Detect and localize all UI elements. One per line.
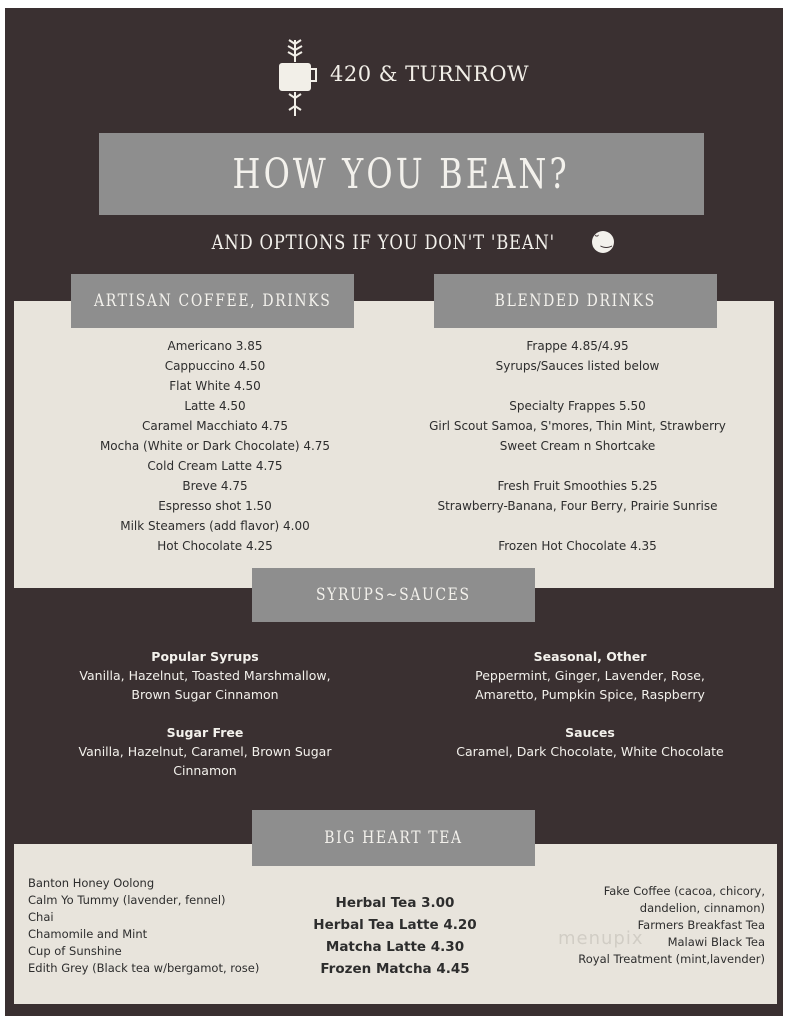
seasonal-syrups-line: Peppermint, Ginger, Lavender, Rose, — [475, 668, 705, 683]
menu-item: Mocha (White or Dark Chocolate) 4.75 — [99, 439, 331, 453]
popular-syrups-heading: Popular Syrups — [151, 649, 259, 664]
tea-item: dandelion, cinnamon) — [639, 901, 765, 915]
tea-price-item: Herbal Tea Latte 4.20 — [313, 917, 477, 933]
tea-item: Chai — [28, 910, 54, 924]
tea-item: Farmers Breakfast Tea — [637, 918, 765, 932]
menu-item: Milk Steamers (add flavor) 4.00 — [120, 519, 310, 533]
blended-list — [410, 336, 745, 556]
tea-item: Calm Yo Tummy (lavender, fennel) — [28, 893, 226, 907]
popular-syrups-line: Vanilla, Hazelnut, Toasted Marshmallow, — [79, 668, 331, 683]
tea-list-right — [550, 883, 765, 968]
seasonal-syrups — [415, 647, 765, 704]
tea-section-label — [252, 810, 535, 866]
tea-prices — [295, 892, 495, 980]
syrups-section-title: SYRUPS~SAUCES — [316, 585, 471, 605]
menu-item: Americano 3.85 — [167, 339, 263, 353]
coffee-cup-plant-icon — [275, 36, 327, 128]
tea-item: Fake Coffee (cacoa, chicory, — [603, 884, 765, 898]
menu-item: Frappe 4.85/4.95 — [526, 339, 629, 353]
seasonal-syrups-heading: Seasonal, Other — [533, 649, 647, 664]
menu-item: Espresso shot 1.50 — [158, 499, 272, 513]
sugar-free-syrups — [35, 723, 375, 780]
hero-banner — [99, 133, 704, 215]
menu-item: Cold Cream Latte 4.75 — [147, 459, 283, 473]
tea-item: Cup of Sunshine — [28, 944, 122, 958]
menu-item — [410, 376, 745, 396]
tea-price-item: Frozen Matcha 4.45 — [320, 961, 470, 977]
menu-item: Sweet Cream n Shortcake — [499, 439, 656, 453]
menu-item: Strawberry-Banana, Four Berry, Prairie Sunrise — [437, 499, 718, 513]
menu-item: Latte 4.50 — [184, 399, 246, 413]
wink-emoji-icon: ˘‿ — [592, 231, 614, 253]
menu-page — [5, 8, 783, 1016]
tea-item: Chamomile and Mint — [28, 927, 148, 941]
tea-list-left — [28, 875, 259, 977]
menu-item: Hot Chocolate 4.25 — [157, 539, 273, 553]
sugar-free-line: Cinnamon — [173, 763, 237, 778]
watermark: menupix — [558, 928, 644, 949]
popular-syrups-line: Brown Sugar Cinnamon — [131, 687, 279, 702]
menu-item: Cappuccino 4.50 — [164, 359, 266, 373]
menu-item — [410, 516, 745, 536]
tea-item: Malawi Black Tea — [667, 935, 765, 949]
tea-item: Edith Grey (Black tea w/bergamot, rose) — [28, 961, 260, 975]
coffee-section-label — [71, 274, 354, 328]
sauces-line: Caramel, Dark Chocolate, White Chocolate — [456, 744, 724, 759]
menu-item — [410, 456, 745, 476]
tea-price-item: Matcha Latte 4.30 — [325, 939, 465, 955]
sauces — [415, 723, 765, 761]
subtitle — [5, 228, 783, 254]
menu-item: Girl Scout Samoa, S'mores, Thin Mint, Strawberry — [429, 419, 726, 433]
coffee-list — [65, 336, 365, 556]
menu-item: Fresh Fruit Smoothies 5.25 — [497, 479, 658, 493]
sauces-heading: Sauces — [565, 725, 615, 740]
menu-item: Syrups/Sauces listed below — [495, 359, 660, 373]
blended-section-title: BLENDED DRINKS — [494, 291, 657, 311]
menu-item: Frozen Hot Chocolate 4.35 — [498, 539, 657, 553]
menu-item: Breve 4.75 — [182, 479, 248, 493]
sugar-free-heading: Sugar Free — [166, 725, 244, 740]
coffee-section-title: ARTISAN COFFEE, DRINKS — [93, 291, 332, 311]
menu-item: Caramel Macchiato 4.75 — [141, 419, 288, 433]
subtitle-text: AND OPTIONS IF YOU DON'T 'BEAN' — [211, 229, 555, 254]
syrups-section-label — [252, 568, 535, 622]
brand-logo — [275, 36, 530, 128]
menu-item: Specialty Frappes 5.50 — [509, 399, 646, 413]
tea-price-item: Herbal Tea 3.00 — [335, 895, 455, 911]
tea-item: Banton Honey Oolong — [28, 876, 155, 890]
seasonal-syrups-line: Amaretto, Pumpkin Spice, Raspberry — [475, 687, 705, 702]
hero-title: HOW YOU BEAN? — [232, 150, 571, 198]
popular-syrups — [35, 647, 375, 704]
tea-section-title: BIG HEART TEA — [324, 828, 463, 848]
tea-item: Royal Treatment (mint,lavender) — [578, 952, 765, 966]
blended-section-label — [434, 274, 717, 328]
brand-name: 420 & TURNROW — [330, 62, 530, 86]
menu-item: Flat White 4.50 — [169, 379, 261, 393]
sugar-free-line: Vanilla, Hazelnut, Caramel, Brown Sugar — [78, 744, 332, 759]
